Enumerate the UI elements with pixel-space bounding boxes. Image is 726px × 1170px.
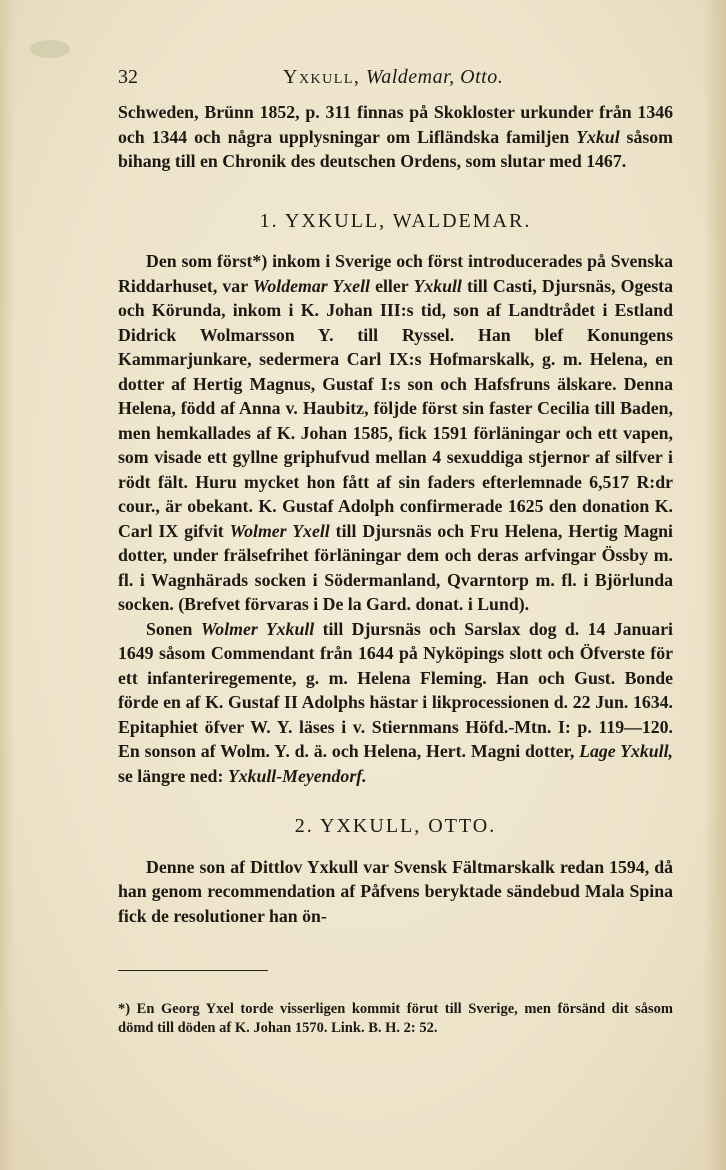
italic-name: Lage Yxkull, xyxy=(579,741,673,761)
footnote: *) En Georg Yxel torde visserligen kommit förut till Sverige, men försänd dit såsom dömd till döden af K. Johan 1570. Link. B. H. 2: 52. xyxy=(118,1000,673,1036)
italic-name: Wolmer Yxell xyxy=(229,520,330,541)
page-edge-left xyxy=(0,0,14,1170)
running-title-italic: Waldemar, Otto. xyxy=(365,66,504,88)
italic-name: Yxkull-Meyendorf. xyxy=(227,765,367,786)
text-run: till Djursnäs och Sarslax dog d. 14 Januari 1649 såsom Commendant från 1644 på Nyköpings slott och Öfverste för ett infanteriregemente, g. m. Helena Fleming. Han och Gust. Bonde förde en af K. Gustaf II Adolphs hästar i likprocessionen d. 22 Jun. 1634. Epitaphiet öfver W. Y. läses i v. Stiernmans Höfd.-Mtn. I: p. 119—120. En sonson af Wolm. Y. d. ä. och Helena, Hert. Magni dotter, xyxy=(118,618,673,761)
text-run: eller xyxy=(369,275,414,296)
waldemar-paragraph-2 xyxy=(118,617,673,789)
text-run: till Casti, Djursnäs, Ogesta och Körunda, inkom i K. Johan III:s tid, son af Landtrådet i Estland Didrick Wolmarsson Y. till Ryssel. Han blef Konungens Kammarjunkare, sedermera Carl IX:s Hofmarskalk, g. m. Helena, en dotter af Hertig Magnus, Gustaf I:s son och Hafsfruns älskare. Denna Helena, född af Anna v. Haubitz, följde först sin faster Cecilia till Baden, men hemkallades af K. Johan 1585, fick 1591 förläningar och ett vapen, som visade ett gyllne griphufvud mellan 4 sexuddiga stjernor af silfver i rödt fält. Huru mycket hon fått af sin faders efterlemnade 6,517 R:dr cour., är obekant. K. Gustaf Adolph confirmerade 1625 den donation K. Carl IX gifvit xyxy=(118,275,673,541)
waldemar-paragraph-1 xyxy=(118,249,673,617)
page-header xyxy=(118,66,678,96)
section-heading-otto: 2. YXKULL, OTTO. xyxy=(294,815,497,837)
otto-paragraph-1: Denne son af Dittlov Yxkull var Svensk Fältmarskalk redan 1594, då han genom recommendation af Påfvens beryktade sändebud Mala Spina fick de resolutioner han ön- xyxy=(118,856,673,926)
page-number: 32 xyxy=(118,66,138,88)
text-run: se längre ned: xyxy=(118,765,228,786)
italic-name: Wolmer Yxkull xyxy=(200,618,315,639)
text-run: Sonen xyxy=(146,618,201,639)
intro-italic-name: Yxkul xyxy=(576,126,620,147)
body-text xyxy=(118,100,673,928)
italic-name: Woldemar Yxell xyxy=(252,275,370,296)
italic-name: Yxkull xyxy=(413,275,462,296)
intro-text-1: Schweden, Brünn 1852, p. 311 finnas på Skokloster urkunder från 1346 och 1344 och några upplysningar om Lifländska familjen xyxy=(118,102,673,147)
intro-text-2: såsom bihang till en Chronik des deutschen Ordens, som slutar med 1467. xyxy=(118,126,673,171)
running-title-name: Yxkull, xyxy=(283,66,361,88)
text-run: Den som först*) inkom i Sverige och först introducerades på Svenska Riddarhuset, var xyxy=(118,251,673,296)
running-title xyxy=(283,66,503,89)
text-run: till Djursnäs och Fru Helena, Hertig Magni dotter, under frälsefrihet förläningar dem och deras arfvingar Össby m. fl. i Wagnhärads socken i Södermanland, Qvarntorp m. fl. i Björlunda socken. (Brefvet förvaras i De la Gard. donat. i Lund). xyxy=(118,520,673,614)
section-heading-waldemar: 1. YXKULL, WALDEMAR. xyxy=(259,209,532,232)
intro-paragraph xyxy=(118,100,673,174)
page-stain xyxy=(30,40,70,58)
page-edge-right xyxy=(704,0,726,1170)
footnote-divider xyxy=(118,970,268,971)
